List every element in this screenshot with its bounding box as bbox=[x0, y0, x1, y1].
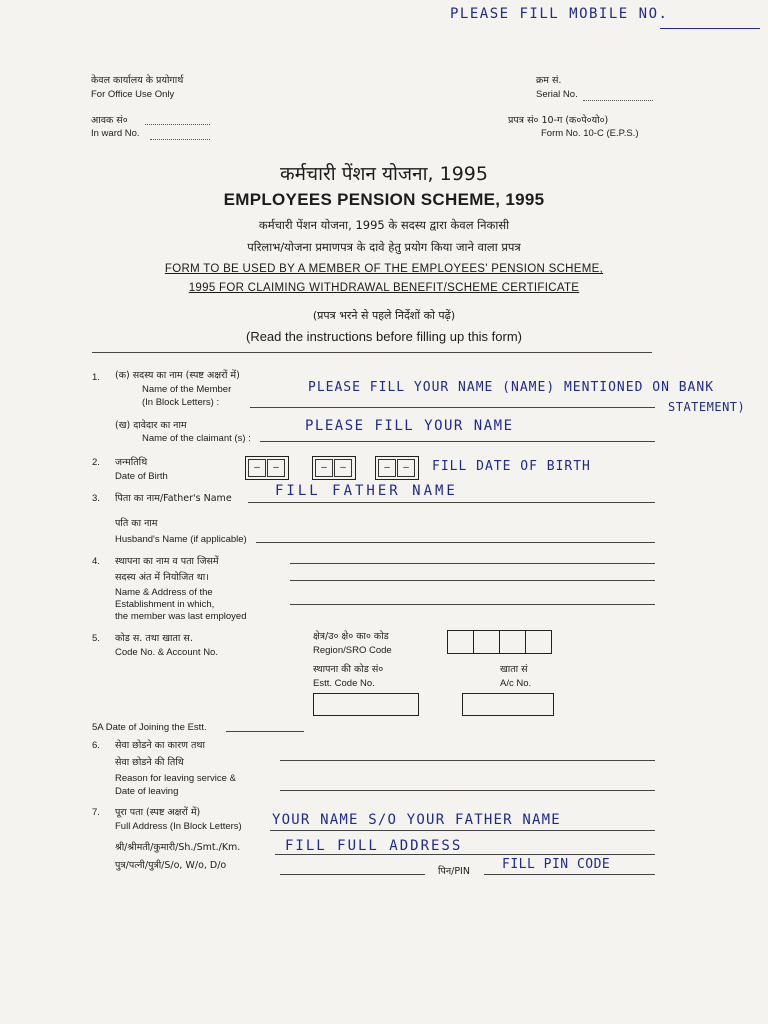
husband-name-hindi: पति का नाम bbox=[115, 518, 158, 529]
dob-label: Date of Birth bbox=[115, 471, 168, 482]
address-hindi: पूरा पता (स्पष्ट अक्षरों में) bbox=[115, 807, 201, 818]
pin-line bbox=[484, 874, 655, 875]
leaving-reason-label-1: Reason for leaving service & bbox=[115, 773, 236, 784]
subtitle-hindi-1: कर्मचारी पेंशन योजना, 1995 के सदस्य द्वारा केवल निकासी bbox=[258, 218, 510, 232]
dob-year-digit-1: – bbox=[378, 459, 396, 477]
establishment-label-3: the member was last employed bbox=[115, 611, 247, 622]
subtitle-en-2: 1995 FOR CLAIMING WITHDRAWAL BENEFIT/SCHEME CERTIFICATE bbox=[188, 282, 580, 294]
leaving-reason-label-2: Date of leaving bbox=[115, 786, 179, 797]
instruction-hindi: (प्रपत्र भरने से पहले निर्देशों को पढ़ें) bbox=[312, 309, 456, 322]
father-name-input[interactable]: FILL FATHER NAME bbox=[275, 483, 458, 499]
handwritten-mobile-note: PLEASE FILL MOBILE NO. bbox=[450, 6, 669, 22]
serial-dots bbox=[583, 100, 653, 101]
field-2-number: 2. bbox=[92, 457, 100, 468]
code-account-label: Code No. & Account No. bbox=[115, 647, 218, 658]
inward-hindi: आवक सं० bbox=[91, 115, 128, 126]
claimant-name-input[interactable]: PLEASE FILL YOUR NAME bbox=[305, 418, 514, 434]
estt-code-hindi: स्थापना की कोड सं० bbox=[313, 664, 384, 675]
claimant-name-hindi: (ख) दावेदार का नाम bbox=[115, 420, 187, 431]
address-line-2-input[interactable]: FILL FULL ADDRESS bbox=[285, 838, 463, 854]
claimant-name-line bbox=[260, 441, 655, 442]
account-no-label: A/c No. bbox=[500, 678, 532, 689]
member-name-label: Name of the Member bbox=[142, 384, 232, 395]
address-line-3-input[interactable] bbox=[280, 874, 425, 875]
estt-code-input[interactable] bbox=[313, 693, 419, 716]
pin-input[interactable]: FILL PIN CODE bbox=[502, 857, 611, 872]
form-no-label: Form No. 10-C (E.P.S.) bbox=[541, 128, 639, 139]
joining-date-input[interactable] bbox=[226, 731, 304, 732]
dob-note: FILL DATE OF BIRTH bbox=[432, 459, 591, 474]
address-line-1-input[interactable]: YOUR NAME S/O YOUR FATHER NAME bbox=[272, 812, 561, 828]
estt-code-label: Estt. Code No. bbox=[313, 678, 375, 689]
field-7-number: 7. bbox=[92, 807, 100, 818]
field-4-number: 4. bbox=[92, 556, 100, 567]
dob-day-digit-2: – bbox=[267, 459, 285, 477]
title-hindi: कर्मचारी पेंशन योजना, 1995 bbox=[280, 163, 488, 185]
inward-label: In ward No. bbox=[91, 128, 140, 139]
dob-month-digit-1: – bbox=[315, 459, 333, 477]
father-name-label: पिता का नाम/Father's Name bbox=[115, 493, 232, 504]
region-code-label: Region/SRO Code bbox=[313, 645, 392, 656]
address-label: Full Address (In Block Letters) bbox=[115, 821, 242, 832]
dob-hindi: जन्मतिथि bbox=[115, 457, 148, 468]
title-prefix-label: श्री/श्रीमती/कुमारी/Sh./Smt./Km. bbox=[115, 842, 241, 853]
member-name-sublabel: (In Block Letters) : bbox=[142, 397, 220, 408]
establishment-input-3[interactable] bbox=[290, 604, 655, 605]
dob-month-digit-2: – bbox=[334, 459, 352, 477]
establishment-label-1: Name & Address of the bbox=[115, 587, 213, 598]
code-account-hindi: कोड स. तथा खाता स. bbox=[115, 633, 193, 644]
inward-hi-dots bbox=[145, 124, 210, 125]
joining-date-label: 5A Date of Joining the Estt. bbox=[92, 722, 207, 733]
instruction-en: (Read the instructions before filling up this form) bbox=[245, 329, 522, 344]
member-name-line bbox=[250, 407, 655, 408]
region-code-hindi: क्षेत्र/उ० क्षे० का० कोड bbox=[313, 631, 389, 642]
address-line-1 bbox=[270, 830, 655, 831]
page-title: EMPLOYEES PENSION SCHEME, 1995 bbox=[223, 190, 545, 209]
office-use-hindi: केवल कार्यालय के प्रयोगार्थ bbox=[91, 75, 184, 86]
husband-name-label: Husband's Name (if applicable) bbox=[115, 534, 247, 545]
serial-label: Serial No. bbox=[536, 89, 578, 100]
claimant-name-label: Name of the claimant (s) : bbox=[142, 433, 251, 444]
relation-label: पुत्र/पत्नी/पुत्री/S/o, W/o, D/o bbox=[115, 860, 227, 871]
account-no-input[interactable] bbox=[462, 693, 554, 716]
address-line-2 bbox=[275, 854, 655, 855]
establishment-hindi-1: स्थापना का नाम व पता जिसमें bbox=[115, 556, 219, 567]
serial-hindi: क्रम सं. bbox=[536, 75, 562, 86]
dob-year-input[interactable] bbox=[375, 456, 419, 480]
husband-name-input[interactable] bbox=[256, 542, 655, 543]
establishment-input-1[interactable] bbox=[290, 563, 655, 564]
mobile-underline bbox=[660, 28, 760, 29]
field-6-number: 6. bbox=[92, 740, 100, 751]
establishment-hindi-2: सदस्य अंत में नियोजित था। bbox=[115, 572, 209, 583]
member-name-input-cont: STATEMENT) bbox=[668, 400, 746, 414]
field-5-number: 5. bbox=[92, 633, 100, 644]
leaving-reason-input[interactable] bbox=[280, 760, 655, 761]
establishment-input-2[interactable] bbox=[290, 580, 655, 581]
office-use-label: For Office Use Only bbox=[91, 89, 175, 100]
subtitle-hindi-2: परिलाभ/योजना प्रमाणपत्र के दावे हेतु प्रयोग किया जाने वाला प्रपत्र bbox=[247, 240, 521, 254]
member-name-hindi: (क) सदस्य का नाम (स्पष्ट अक्षरों में) bbox=[115, 370, 240, 381]
form-no-hindi: प्रपत्र सं० 10-ग (क०पे०यो०) bbox=[508, 115, 609, 126]
inward-dots bbox=[150, 139, 210, 140]
field-1-number: 1. bbox=[92, 372, 100, 383]
dob-month-input[interactable] bbox=[312, 456, 356, 480]
dob-day-input[interactable] bbox=[245, 456, 289, 480]
subtitle-en-1: FORM TO BE USED BY A MEMBER OF THE EMPLOYEES' PENSION SCHEME, bbox=[164, 263, 604, 275]
leaving-reason-hindi-1: सेवा छोडने का कारण तथा bbox=[115, 740, 205, 751]
leaving-date-input[interactable] bbox=[280, 790, 655, 791]
account-no-hindi: खाता सं bbox=[500, 664, 528, 675]
member-name-input[interactable]: PLEASE FILL YOUR NAME (NAME) MENTIONED ON BANK bbox=[308, 380, 715, 395]
field-3-number: 3. bbox=[92, 493, 100, 504]
pin-label: पिन/PIN bbox=[438, 866, 470, 877]
leaving-reason-hindi-2: सेवा छोडने की तिथि bbox=[115, 757, 184, 768]
dob-day-digit-1: – bbox=[248, 459, 266, 477]
dob-year-digit-2: – bbox=[397, 459, 415, 477]
father-name-line bbox=[248, 502, 655, 503]
establishment-label-2: Establishment in which, bbox=[115, 599, 215, 610]
header-rule bbox=[92, 352, 652, 353]
region-code-input[interactable] bbox=[447, 630, 552, 654]
